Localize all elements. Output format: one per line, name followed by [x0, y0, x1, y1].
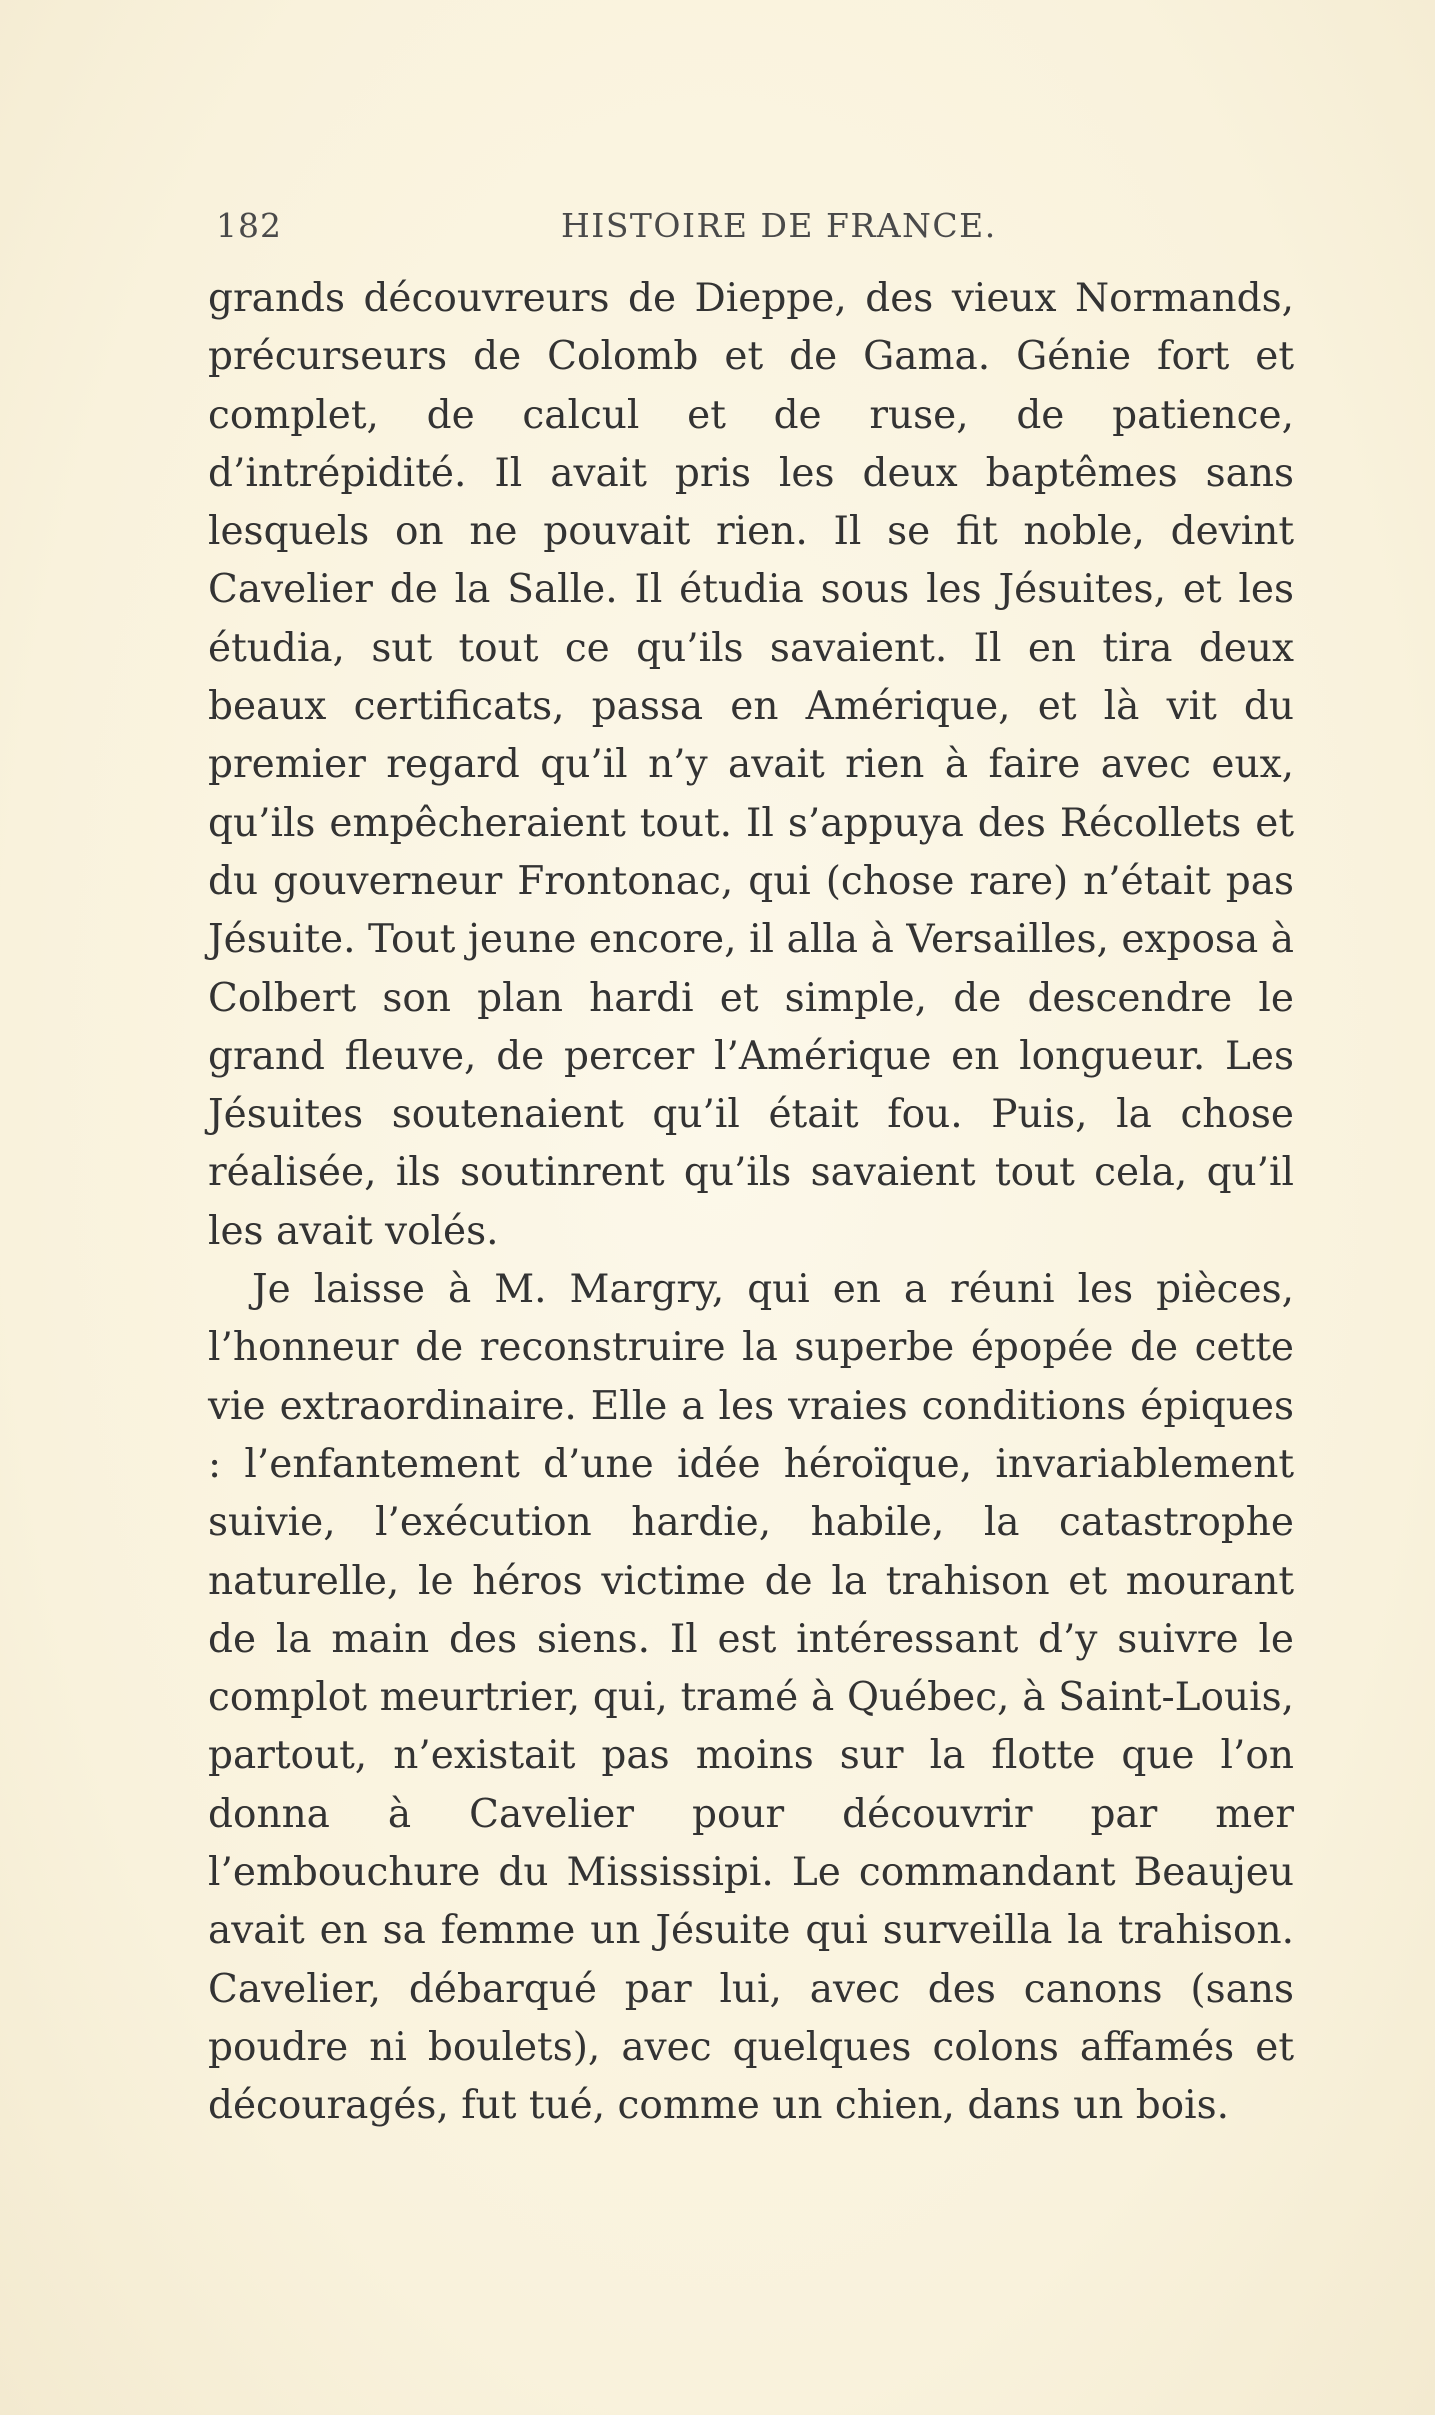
body-text	[208, 270, 1294, 2136]
running-title: HISTOIRE DE FRANCE.	[561, 206, 997, 245]
page-number: 182	[216, 206, 282, 245]
running-head	[216, 206, 1287, 256]
paragraph: Je laisse à M. Margry, qui en a réuni les pièces, l’honneur de reconstruire la superbe épopée de cette vie extraordinaire. Elle a les vraies conditions épiques : l’enfantement d’une idée héroïque, invariablement suivie, l’exécution hardie, habile, la catastrophe naturelle, le héros victime de la trahison et mourant de la main des siens. Il est intéressant d’y suivre le complot meurtrier, qui, tramé à Québec, à Saint-Louis, partout, n’existait pas moins sur la flotte que l’on donna à Cavelier pour découvrir par mer l’embouchure du Mississipi. Le commandant Beaujeu avait en sa femme un Jésuite qui surveilla la trahison. Cavelier, débarqué par lui, avec des canons (sans poudre ni boulets), avec quelques colons affamés et découragés, fut tué, comme un chien, dans un bois.	[208, 1267, 1294, 2129]
paragraph-continued: grands découvreurs de Dieppe, des vieux Normands, précurseurs de Colomb et de Gama. Génie fort et complet, de calcul et de ruse, de patience, d’intrépidité. Il avait pris les deux baptêmes sans lesquels on ne pouvait rien. Il se fit noble, devint Cavelier de la Salle. Il étudia sous les Jésuites, et les étudia, sut tout ce qu’ils savaient. Il en tira deux beaux certificats, passa en Amérique, et là vit du premier regard qu’il n’y avait rien à faire avec eux, qu’ils empêcheraient tout. Il s’appuya des Récollets et du gouverneur Frontonac, qui (chose rare) n’était pas Jésuite. Tout jeune encore, il alla à Versailles, exposa à Colbert son plan hardi et simple, de descendre le grand fleuve, de percer l’Amérique en longueur. Les Jésuites soutenaient qu’il était fou. Puis, la chose réalisée, ils soutinrent qu’ils savaient tout cela, qu’il les avait volés.	[208, 276, 1294, 1254]
